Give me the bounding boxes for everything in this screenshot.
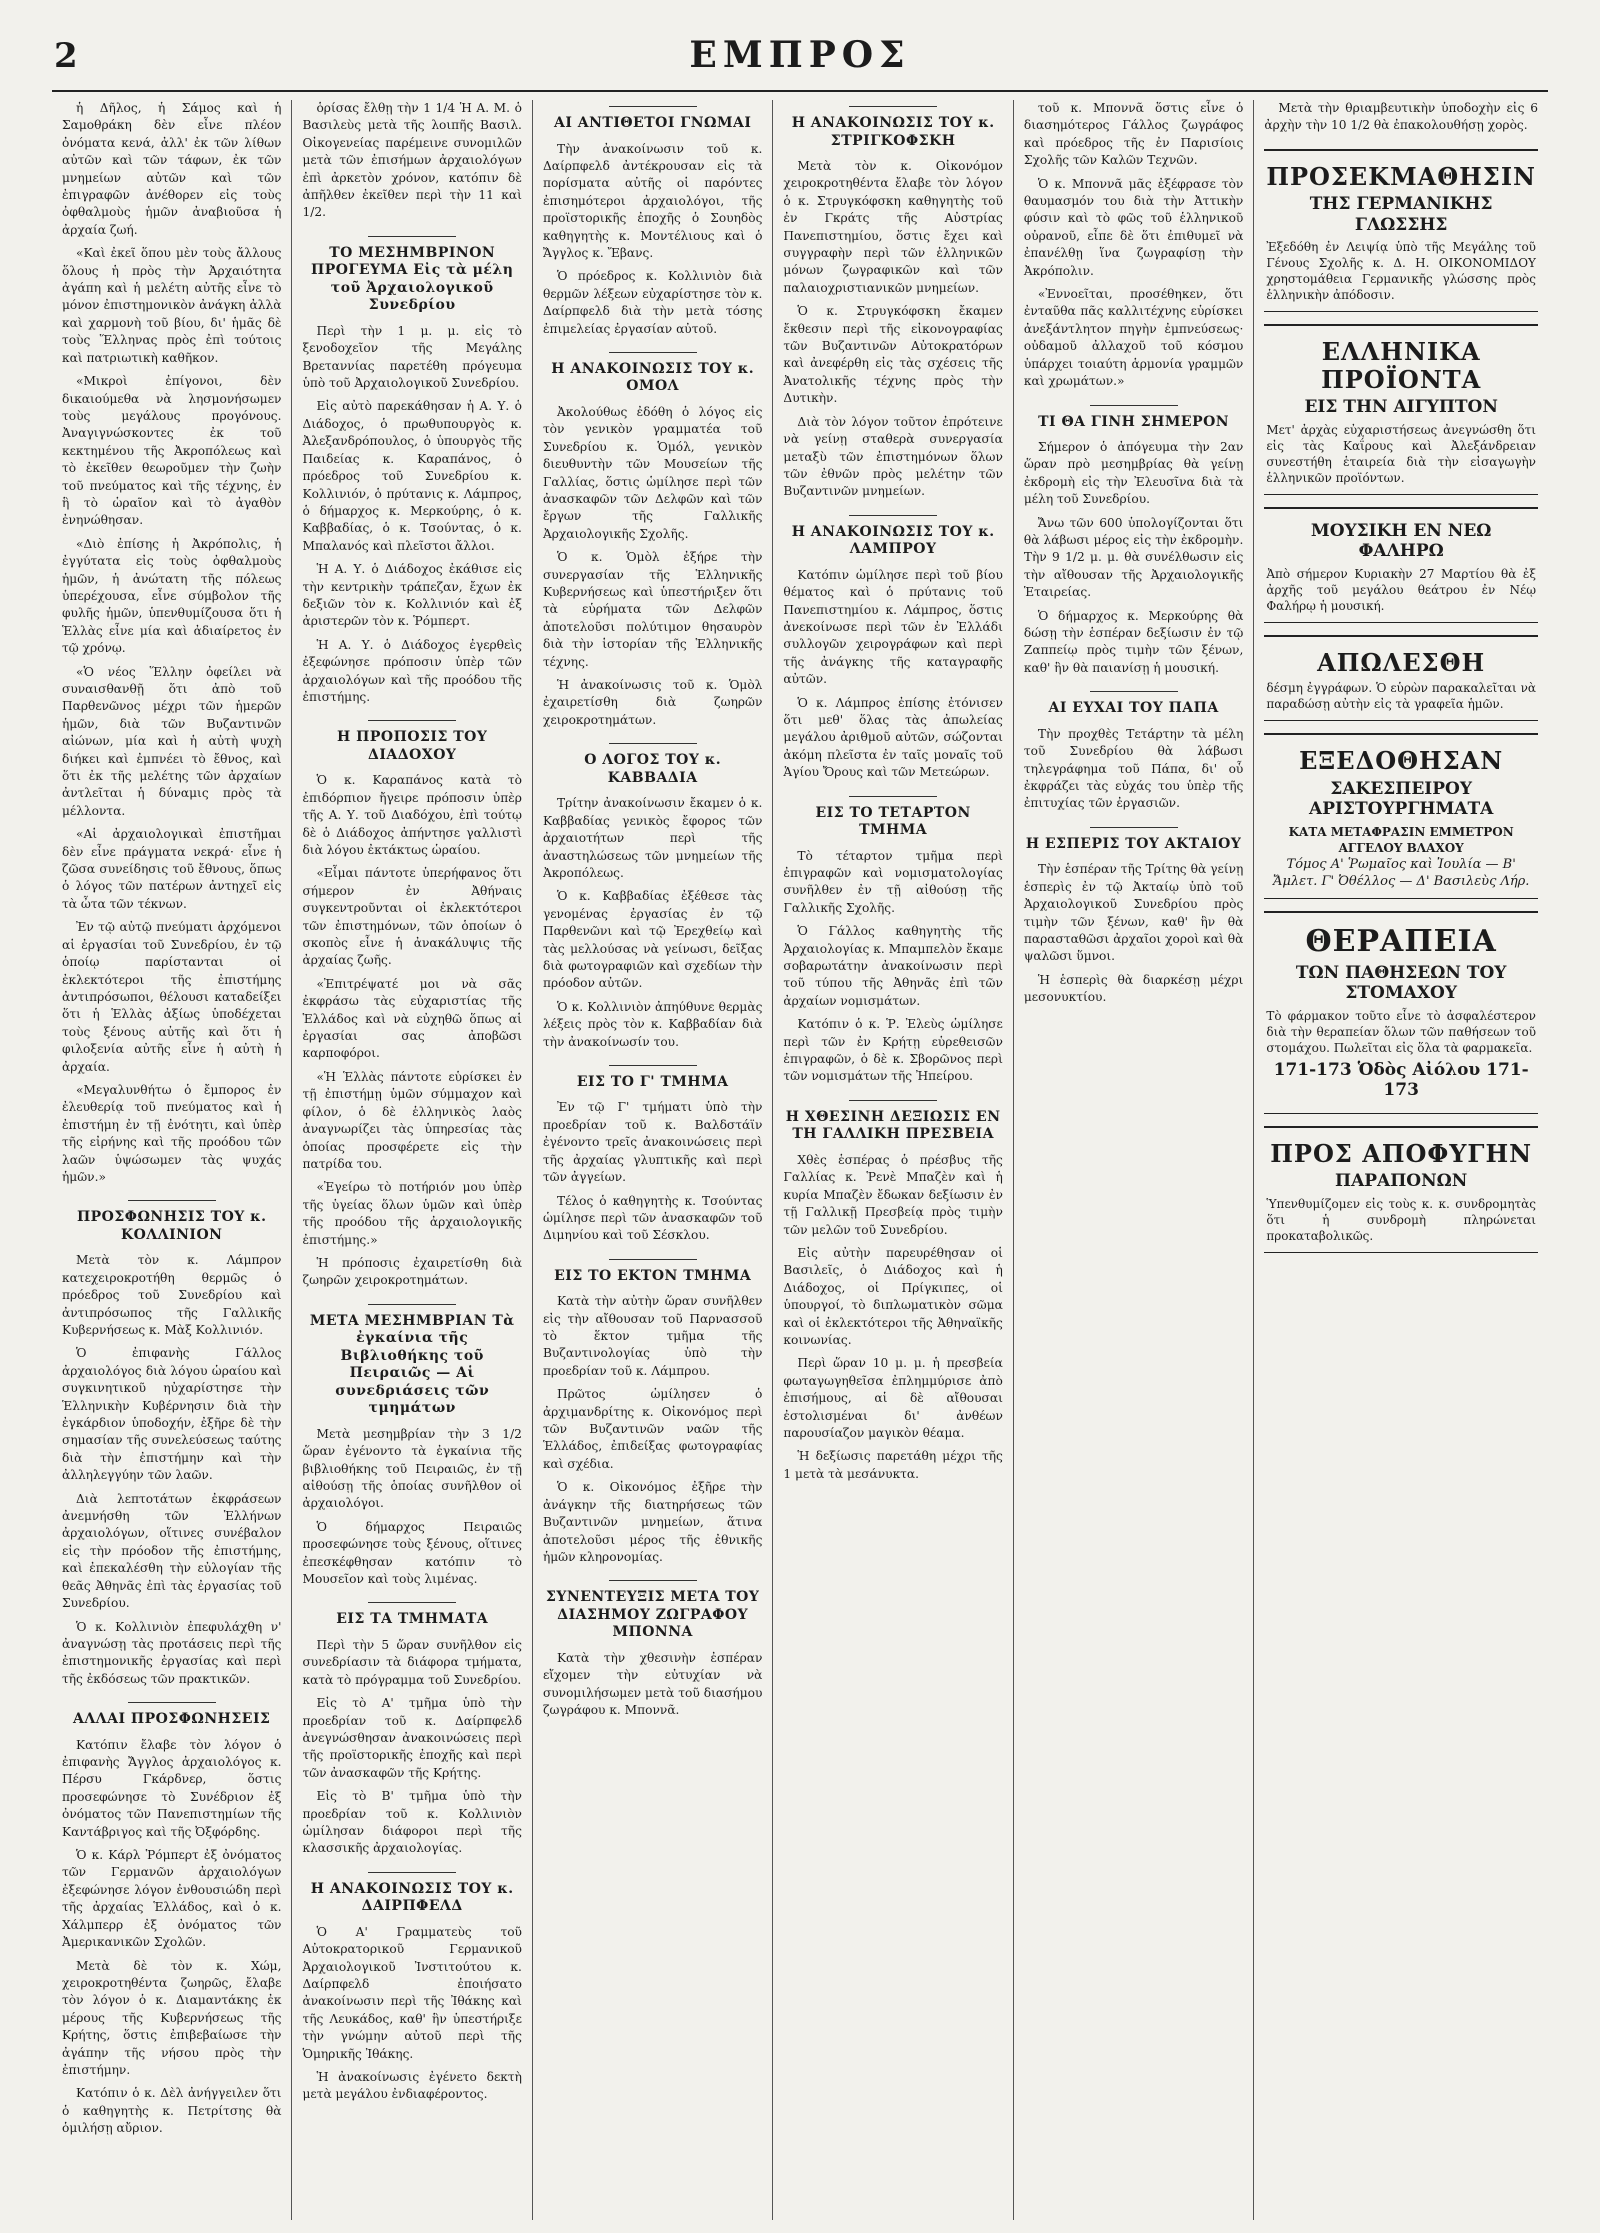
article — [543, 743, 762, 1051]
article-paragraph: «Αἱ ἀρχαιολογικαὶ ἐπιστῆμαι δὲν εἶνε πράγματα νεκρά· εἶνε ἡ ζῶσα συνείδησις τοῦ ἔθνους, ὅπως ὁ λόγος τῶν πατέρων ἀντηχεῖ εἰς τὰ ὦτα τῶν τέκνων. — [62, 827, 282, 911]
article-headline: ΜΕΤΑ ΜΕΣΗΜΒΡΙΑΝ Τὰ ἐγκαίνια τῆς Βιβλιοθήκης τοῦ Πειραιῶς — Αἱ συνεδριάσεις τῶν τμημάτων — [309, 1312, 515, 1417]
article-paragraph: Μετὰ τὸν κ. Οἰκονόμον χειροκροτηθέντα ἔλαβε τὸν λόγον ὁ κ. Στρυγκόφσκη καθηγητὴς τοῦ ἐν Γκράτς τῆς Αὐστρίας Πανεπιστημίου, ὅστις ἔχει καὶ συγγραφὴν περὶ τῶν ἑλληνικῶν μόνων ζωγραφικῶν καὶ τῶν παλαιοχριστιανικῶν μνημείων. — [783, 159, 1003, 295]
article — [302, 1602, 521, 1857]
ad-title: ΜΟΥΣΙΚΗ ΕΝ ΝΕΩ ΦΑΛΗΡΩ — [1310, 520, 1492, 562]
article-paragraph: «Καὶ ἐκεῖ ὅπου μὲν τοὺς ἄλλους ὅλους ἡ πρὸς τὴν Ἀρχαιότητα ἀγάπη καὶ ἡ μελέτη αὐτῆς εἶνε τὸ μόνον ἐπιστημονικὸν ἀνάγκη ἀλλὰ καὶ χαρμονὴ τοῦ βίου, δι' ἡμᾶς δὲ τοὺς Ἕλληνας πρὸς ἐπὶ τούτοις καὶ πατριωτικὴ καθῆκον. — [62, 246, 282, 365]
article-headline: ΤΙ ΘΑ ΓΙΝΗ ΣΗΜΕΡΟΝ — [1038, 413, 1230, 430]
column-3 — [533, 100, 773, 2220]
ad-text: Τόμος Α' Ῥωμαῖος καὶ Ἰουλία — Β' Ἄμλετ. Γ' Ὀθέλλος — Δ' Βασιλεὺς Λήρ. — [1272, 856, 1530, 889]
article-paragraph: Ὁ Γάλλος καθηγητὴς τῆς Ἀρχαιολογίας κ. Μπαμπελὸν ἔκαμε σοβαρωτάτην ἀνακοίνωσιν περὶ τοῦ τύπου τῆς Ἀθηνᾶς ἐπὶ τῶν ἀρχαίων νομισμάτων. — [783, 924, 1003, 1008]
article-headline: ΠΡΟΣΦΩΝΗΣΙΣ ΤΟΥ κ. ΚΟΛΛΙΝΙΟΝ — [76, 1209, 267, 1243]
ad-german-language — [1264, 149, 1538, 312]
article-paragraph: Εἰς αὐτὸ παρεκάθησαν ἡ Α. Υ. ὁ Διάδοχος, ὁ πρωθυπουργὸς κ. Ἀλεξανδρόπουλος, ὁ ὑπουργὸς τῆς Παιδείας κ. Καραπάνος, ὁ πρόεδρος τοῦ Συνεδρίου κ. Κολλινιόν, ὁ πρύτανις κ. Λάμπρος, ὁ δήμαρχος κ. Μερκούρης, ὁ κ. Καββαδίας, ὁ κ. Τσούντας, ὁ κ. Μπαλανός καὶ πλεῖστοι ἄλλοι. — [302, 399, 522, 553]
article-paragraph: Κατόπιν ὁ κ. Ῥ. Ἐλεὺς ὡμίλησε περὶ τῶν ἐν Κρήτῃ εὑρεθεισῶν ἐπιγραφῶν, ὁ δὲ κ. Σβορῶνος περὶ τῶν νομισμάτων τῆς Ἠπείρου. — [783, 1017, 1003, 1084]
article-paragraph: Μετὰ τὴν θριαμβευτικὴν ὑποδοχὴν εἰς 6 ἀρχὴν τὴν 10 1/2 θὰ ἐπακολουθήσῃ χορὸς. — [1264, 101, 1538, 133]
article — [62, 100, 281, 1186]
ad-title: ΠΡΟΣ ΑΠΟΦΥΓΗΝ — [1270, 1138, 1533, 1168]
article-paragraph: Τὴν ἀνακοίνωσιν τοῦ κ. Δαίρπφελδ ἀντέκρουσαν εἰς τὰ πορίσματα αὐτῆς οἱ παρόντες ἐπισημότεροι ἀρχαιολόγοι, τῆς προϊστορικῆς ἐποχῆς ὁ Σουηδὸς καθηγητὴς κ. Μοντέλιους καὶ ὁ Ἄγγλος κ. Ἔβανς. — [542, 141, 763, 260]
ad-text: Μετ' ἀρχὰς εὐχαριστήσεως ἀνεγνώσθη ὅτι εἰς τὰς Καΐρους καὶ Ἀλεξάνδρειαν συνεστήθη ἑταιρεία διὰ τὴν εἰσαγωγὴν ἑλληνικῶν προϊόντων. — [1266, 422, 1536, 485]
divider — [849, 796, 937, 797]
article-paragraph: Ὁ κ. Ὁμὸλ ἐξήρε τὴν συνεργασίαν τῆς Ἑλληνικῆς Κυβερνήσεως καὶ ὑπεστήριξεν ὅτι τὰ εὑρήματα τῶν Δελφῶν ἀποτελοῦσι πολύτιμον θησαυρὸν διὰ τὴν ἱστορίαν τῆς Ἑλληνικῆς τέχνης. — [542, 550, 763, 669]
ad-text: Ἐξεδόθη ἐν Λειψίᾳ ὑπὸ τῆς Μεγάλης τοῦ Γένους Σχολῆς κ. Δ. Η. ΟΙΚΟΝΟΜΙΔΟΥ χρηστομάθεια Γερμανικῆς γλώσσης πρὸς ἑλληνικὴν ἀπόδοσιν. — [1266, 240, 1536, 303]
ad-lost — [1264, 635, 1538, 722]
newspaper-name: ΕΜΠΡΟΣ — [689, 34, 911, 76]
ad-subtitle: ΣΑΚΕΣΠΕΙΡΟΥ ΑΡΙΣΤΟΥΡΓΗΜΑΤΑ — [1309, 778, 1494, 820]
article-paragraph: Κατόπιν ὁ κ. Δὲλ ἀνήγγειλεν ὅτι ὁ καθηγητὴς κ. Πετρίτσης θὰ ὁμιλήσῃ αὔριον. — [62, 2086, 282, 2136]
article-paragraph: Ὁ πρόεδρος κ. Κολλινιὸν διὰ θερμῶν λέξεων εὐχαρίστησε τὸν κ. Δαίρπφελδ διὰ τὴν μετὰ τόσης ἐπιμελείας ἐργασίαν αὐτοῦ. — [542, 269, 763, 336]
article-paragraph: Κατὰ τὴν αὐτὴν ὥραν συνῆλθεν εἰς τὴν αἴθουσαν τοῦ Παρνασσοῦ τὸ ἕκτον τμῆμα τῆς Βυζαντινολογίας ὑπὸ τὴν προεδρίαν τοῦ κ. Λάμπρου. — [542, 1294, 763, 1378]
article — [302, 720, 521, 1289]
article — [62, 1702, 281, 2137]
article — [1264, 100, 1538, 135]
divider — [1090, 827, 1178, 828]
ad-subtitle: ΤΗΣ ΓΕΡΜΑΝΙΚΗΣ ΓΛΩΣΣΗΣ — [1309, 194, 1493, 235]
article-paragraph: Ὁ κ. Οἰκονόμος ἐξῆρε τὴν ἀνάγκην τῆς διατηρήσεως τῶν Βυζαντινῶν μνημείων, ἅτινα ἀποτελοῦσι μέρος τῆς ἐθνικῆς ἡμῶν κληρονομίας. — [542, 1480, 763, 1564]
article-paragraph: Ὁ κ. Στρυγκόφσκη ἔκαμεν ἔκθεσιν περὶ τῆς εἰκονογραφίας τῶν Βυζαντινῶν Αὐτοκρατόρων καὶ ἀνεφέρθη εἰς τὰς σχέσεις τῆς Ἀνατολικῆς τέχνης πρὸς τὴν Δυτικὴν. — [783, 304, 1003, 406]
article-paragraph: Περὶ τὴν 5 ὥραν συνῆλθον εἰς συνεδρίασιν τὰ διάφορα τμήματα, κατὰ τὸ πρόγραμμα τοῦ Συνεδρίου. — [302, 1637, 522, 1687]
article-paragraph: Μετὰ μεσημβρίαν τὴν 3 1/2 ὥραν ἐγένοντο τὰ ἐγκαίνια τῆς βιβλιοθήκης τοῦ Πειραιῶς, ἐν τῇ αἰθούσῃ τῆς ὁποίας συνῆλθον οἱ ἀρχαιολόγοι. — [302, 1426, 522, 1511]
divider — [609, 1580, 697, 1581]
article-paragraph: Πρῶτος ὡμίλησεν ὁ ἀρχιμανδρίτης κ. Οἰκονόμος περὶ τῶν Βυζαντινῶν ναῶν τῆς Ἑλλάδος, ἐπιδείξας φωτογραφίας καὶ σχέδια. — [542, 1387, 763, 1471]
article-paragraph: Ὁ δήμαρχος Πειραιῶς προσεφώνησε τοὺς ξένους, οἵτινες ἐπεσκέφθησαν κατόπιν τὸ Μουσεῖον καὶ τοὺς λιμένας. — [302, 1519, 522, 1586]
article-headline: ΑΙ ΑΝΤΙΘΕΤΟΙ ΓΝΩΜΑΙ — [553, 115, 752, 131]
ad-text: Τὸ φάρμακον τοῦτο εἶνε τὸ ἀσφαλέστερον διὰ τὴν θεραπείαν ὅλων τῶν παθήσεων τοῦ στομάχου. Πωλεῖται εἰς ὅλα τὰ φαρμακεῖα. — [1266, 1008, 1536, 1055]
ad-greek-products — [1264, 324, 1538, 495]
article-headline: ΕΙΣ ΤΟ Γ' ΤΜΗΜΑ — [576, 1073, 729, 1090]
article-headline: ΕΙΣ ΤΟ ΤΕΤΑΡΤΟΝ ΤΜΗΜΑ — [815, 804, 971, 839]
article-paragraph: Μετὰ τὸν κ. Λάμπρον κατεχειροκροτήθη θερμῶς ὁ πρόεδρος τοῦ Συνεδρίου καὶ ἀντιπρόσωπος τῆς Γαλλικῆς Κυβερνήσεως κ. Μὰξ Κολλινιόν. — [62, 1253, 282, 1337]
article-paragraph: «Ἐννοεῖται, προσέθηκεν, ὅτι ἐνταῦθα πᾶς καλλιτέχνης εὑρίσκει ἀνεξάντλητον πηγὴν ἐμπνεύσεως· οὐδαμοῦ ἀλλαχοῦ τοῦ κόσμου ὑπάρχει τοιαύτη ἁρμονία γραμμῶν καὶ χρωμάτων.» — [1023, 287, 1244, 389]
article-paragraph: Ὁ κ. Κολλινιὸν ἐπεφυλάχθη ν' ἀναγνώσῃ τὰς προτάσεις περὶ τῆς ἐπιστημονικῆς ἐργασίας καὶ περὶ τῆς ἐκδόσεως τῶν πρακτικῶν. — [62, 1619, 282, 1686]
article-headline: Ο ΛΟΓΟΣ ΤΟΥ κ. ΚΑΒΒΑΔΙΑ — [584, 752, 722, 786]
article-paragraph: Τὸ τέταρτον τμῆμα περὶ ἐπιγραφῶν καὶ νομισματολογίας συνῆλθεν ἐν τῇ αἰθούσῃ τῆς Γαλλικῆς Σχολῆς. — [783, 848, 1003, 915]
ad-shakespeare — [1264, 733, 1538, 898]
article-paragraph: Ἡ ἀνακοίνωσις ἐγένετο δεκτὴ μετὰ μεγάλου ἐνδιαφέροντος. — [302, 2070, 522, 2102]
article — [302, 100, 521, 222]
article-paragraph: Εἰς αὐτὴν παρευρέθησαν οἱ Βασιλεῖς, ὁ Διάδοχος καὶ ἡ Διάδοχος, οἱ Πρίγκιπες, οἱ ὑπουργοί, τὸ διπλωματικὸν σῶμα καὶ οἱ ἐκλεκτότεροι τῆς Ἀθηναϊκῆς κοινωνίας. — [783, 1245, 1003, 1347]
divider — [368, 1602, 456, 1603]
divider — [368, 720, 456, 721]
article-paragraph: Σήμερον ὁ ἀπόγευμα τὴν 2αν ὥραν πρὸ μεσημβρίας θὰ γείνῃ ἐκδρομὴ εἰς τὴν Ἐλευσῖνα διὰ τὰ μέλη τοῦ Συνεδρίου. — [1023, 440, 1244, 507]
ad-title: ΑΠΩΛΕΣΘΗ — [1317, 647, 1486, 677]
ad-title: ΕΞΕΔΟΘΗΣΑΝ — [1299, 746, 1504, 776]
article-headline: ΑΛΛΑΙ ΠΡΟΣΦΩΝΗΣΕΙΣ — [73, 1711, 271, 1728]
article-headline: ΑΙ ΕΥΧΑΙ ΤΟΥ ΠΑΠΑ — [1048, 700, 1219, 717]
article-paragraph: Ἀκολούθως ἐδόθη ὁ λόγος εἰς τὸν γενικὸν γραμματέα τοῦ Συνεδρίου κ. Ὁμόλ, γενικὸν διευθυντὴν τῶν Μουσείων τῆς Γαλλίας, ὅστις ὡμίλησε περὶ τῶν ἀνασκαφῶν τῶν Δελφῶν καὶ τῶν ἔργων τῆς Γαλλικῆς Ἀρχαιολογικῆς Σχολῆς. — [542, 404, 763, 541]
columns — [52, 100, 1548, 2220]
article-paragraph: Κατόπιν ὡμίλησε περὶ τοῦ βίου θέματος καὶ ὁ πρύτανις τοῦ Πανεπιστημίου κ. Λάμπρος, ὅστις ἀνεκοίνωσε περὶ τῶν ἐν Ἑλλάδι συλλογῶν χειρογράφων καὶ περὶ τῆς ἀνάγκης τῆς καταγραφῆς αὐτῶν. — [783, 567, 1003, 687]
ad-address: 171-173 Ὁδὸς Αἰόλου 171-173 — [1273, 1059, 1529, 1101]
ad-subtitle: ΤΩΝ ΠΑΘΗΣΕΩΝ ΤΟΥ ΣΤΟΜΑΧΟΥ — [1295, 963, 1507, 1004]
article — [783, 1100, 1002, 1483]
article — [543, 1065, 762, 1245]
divider — [128, 1702, 216, 1703]
article-paragraph: Ἄνω τῶν 600 ὑπολογίζονται ὅτι θὰ λάβωσι μέρος εἰς τὴν ἐκδρομὴν. Τὴν 9 1/2 μ. μ. θὰ συνέλθωσιν εἰς τὴν αἴθουσαν τῆς Ἀρχαιολογικῆς Ἑταιρείας. — [1023, 515, 1244, 600]
article — [543, 352, 762, 729]
divider — [609, 1065, 697, 1066]
article-headline: ΤΟ ΜΕΣΗΜΒΡΙΝΟΝ ΠΡΟΓΕΥΜΑ Εἰς τὰ μέλη τοῦ Ἀρχαιολογικοῦ Συνεδρίου — [310, 244, 514, 314]
divider — [849, 1100, 937, 1101]
article-paragraph: Ἡ πρόποσις ἐχαιρετίσθη διὰ ζωηρῶν χειροκροτημάτων. — [302, 1255, 522, 1288]
divider — [368, 1304, 456, 1305]
article — [1024, 691, 1243, 813]
article-paragraph: «Ἐπιτρέψατέ μοι νὰ σᾶς ἐκφράσω τὰς εὐχαριστίας τῆς Ἑλλάδος καὶ νὰ εὐχηθῶ ὅπως αἱ ἐργασίαι σας ἀποβῶσι καρποφόροι. — [302, 976, 522, 1061]
divider — [128, 1200, 216, 1201]
article-paragraph: Ὁ κ. Λάμπρος ἐπίσης ἐτόνισεν ὅτι μεθ' ὅλας τὰς ἀπωλείας μεγάλου ἀριθμοῦ αὐτῶν, σώζονται ἀκόμη πλεῖστα ἐν ταῖς μοναῖς τοῦ Ἁγίου Ὄρους καὶ τῶν Μετεώρων. — [783, 695, 1003, 780]
article-paragraph: Περὶ ὥραν 10 μ. μ. ἡ πρεσβεία φωταγωγηθεῖσα ἐπλημμύρισε ἀπὸ ἐπισήμους, αἱ δὲ αἴθουσαι ἐστολισμέναι δι' ἀνθέων παρουσίαζον μαγικὸν θέαμα. — [783, 1356, 1003, 1440]
article-paragraph: Διὰ λεπτοτάτων ἐκφράσεων ἀνεμνήσθη τῶν Ἑλλήνων ἀρχαιολόγων, οἵτινες συνέβαλον εἰς τὴν πρόοδον τῆς ἐπιστήμης, καὶ ἐπεκαλέσθη τὴν εὐλογίαν τῆς θεᾶς Ἀθηνᾶς ἐπὶ τὰς ἐργασίας τοῦ Συνεδρίου. — [62, 1491, 282, 1611]
divider — [609, 106, 697, 107]
article — [783, 796, 1002, 1086]
article-paragraph: Ὁ κ. Καββαδίας ἐξέθεσε τὰς γενομένας ἐργασίας ἐν τῷ Παρθενῶνι καὶ τῷ Ἐρεχθείῳ καὶ τὰς μελλούσας νὰ γείνωσι, δεῖξας διὰ φωτογραφιῶν καὶ σχεδίων τὴν πρόοδον αὐτῶν. — [542, 889, 763, 991]
ad-text: Ἀπὸ σήμερον Κυριακὴν 27 Μαρτίου θὰ ἐξ ἀρχῆς τοῦ μεγάλου θεάτρου ἐν Νέῳ Φαλήρῳ ἡ μουσική. — [1266, 566, 1536, 613]
ad-subtitle: ΕΙΣ ΤΗΝ ΑΙΓΥΠΤΟΝ — [1304, 397, 1498, 418]
article-paragraph: Ἐν τῷ Γ' τμήματι ὑπὸ τὴν προεδρίαν τοῦ κ. Βαλδστάϊν ἐγένοντο τρεῖς ἀνακοινώσεις περὶ τῆς ἀρχαίας γλυπτικῆς καὶ περὶ τῶν ἀγγείων. — [542, 1100, 763, 1185]
article — [543, 1259, 762, 1567]
article-headline: Η ΧΘΕΣΙΝΗ ΔΕΞΙΩΣΙΣ ΕΝ ΤΗ ΓΑΛΛΙΚΗ ΠΡΕΣΒΕΙΑ — [785, 1108, 1001, 1143]
ad-subtitle: ΠΑΡΑΠΟΝΩΝ — [1335, 1171, 1468, 1192]
ad-subtitle-2: ΚΑΤΑ ΜΕΤΑΦΡΑΣΙΝ ΕΜΜΕΤΡΟΝ ΑΓΓΕΛΟΥ ΒΛΑΧΟΥ — [1288, 824, 1514, 855]
article-paragraph: Κατὰ τὴν χθεσινὴν ἐσπέραν εἴχομεν τὴν εὐτυχίαν νὰ συνομιλήσωμεν μετὰ τοῦ διασήμου ζωγράφου κ. Μποννᾶ. — [542, 1650, 763, 1718]
article-headline: Η ΑΝΑΚΟΙΝΩΣΙΣ ΤΟΥ κ. ΣΤΡΙΓΚΟΦΣΚΗ — [791, 115, 995, 149]
article-paragraph: Εἰς τὸ Α' τμῆμα ὑπὸ τὴν προεδρίαν τοῦ κ. Δαίρπφελδ ἀνεγνώσθησαν ἀνακοινώσεις περὶ τῆς προϊστορικῆς ἐποχῆς καὶ περὶ τῶν ἀνασκαφῶν τῆς Κρήτης. — [302, 1696, 522, 1780]
article-paragraph: «Διὸ ἐπίσης ἡ Ἀκρόπολις, ἡ ἐγγύτατα εἰς τοὺς ὀφθαλμοὺς ἡμῶν, ἡ ἀνώτατη τῆς πόλεως ὑπερέχουσα, εἶνε σύμβολον τῆς φυλῆς ἡμῶν, ὑπενθυμίζουσα ὅτι ἡ Ἑλλὰς εἶνε μία καὶ ἀδιαίρετος ἐν τῷ χρόνῳ. — [62, 536, 282, 656]
column-1 — [52, 100, 292, 2220]
article-paragraph: Ὁ κ. Κάρλ Ῥόμπερτ ἐξ ὀνόματος τῶν Γερμανῶν ἀρχαιολόγων ἐξεφώνησε λόγον ἐνθουσιώδη περὶ τῆς ἀρχαίας Ἑλλάδος, καὶ ὁ κ. Χάλμπερρ ἐξ ὀνόματος τῶν Ἀμερικανικῶν Σχολῶν. — [62, 1848, 282, 1950]
article-headline: ΣΥΝΕΝΤΕΥΞΙΣ ΜΕΤΑ ΤΟΥ ΔΙΑΣΗΜΟΥ ΖΩΓΡΑΦΟΥ ΜΠΟΝΝΑ — [546, 1589, 760, 1641]
article-paragraph: «Ἐγείρω τὸ ποτήριόν μου ὑπὲρ τῆς ὑγείας ὅλων ὑμῶν καὶ ὑπὲρ τῆς προόδου τῆς ἀρχαιολογικῆς ἐπιστήμης.» — [302, 1180, 522, 1247]
article-paragraph: «Μεγαλυνθήτω ὁ ἔμπορος ἐν ἐλευθερίᾳ τοῦ πνεύματος καὶ ἡ ἐπιστήμη ἐν τῇ ἐνότητι, καὶ ὑπὲρ τῆς εἰρήνης καὶ τῆς προόδου τῶν λαῶν ὑψώσωμεν τὰς ψυχάς ἡμῶν.» — [62, 1082, 282, 1184]
article-paragraph: Τὴν ἑσπέραν τῆς Τρίτης θὰ γείνῃ ἑσπερὶς ἐν τῷ Ἀκταίῳ ὑπὸ τοῦ Ἀρχαιολογικοῦ Συνεδρίου πρὸς τιμὴν τῶν ξένων, καθ' ἣν θὰ παρασταθῶσι ἀρχαῖοι χοροὶ καὶ θὰ ψαλῶσι ὕμνοι. — [1023, 862, 1244, 964]
divider — [368, 1872, 456, 1873]
article-paragraph: «Ὁ νέος Ἕλλην ὀφείλει νὰ συναισθανθῇ ὅτι ἀπὸ τοῦ Παρθενῶνος μέχρι τῶν ἡμερῶν ἡμῶν, διὰ τῶν Βυζαντινῶν αἰώνων, μία καὶ ἡ αὐτὴ ψυχὴ διήκει καὶ ἐμπνέει τὸ ἔθνος, καὶ ὅτι ἐκ τῆς μελέτης τῶν ἀρχαίων ἀντλεῖται ἡ δύναμις πρὸς τὰ μέλλοντα. — [62, 664, 282, 818]
article-paragraph: «Εἶμαι πάντοτε ὑπερήφανος ὅτι σήμερον ἐν Ἀθήναις συγκεντροῦνται οἱ ἐκλεκτότεροι τῶν ἐπιστημόνων, τῶν ὁποίων ὁ σκοπὸς εἶνε ἡ ἀνακάλυψις τῆς ἀρχαίας ζωῆς. — [302, 866, 522, 968]
article-paragraph: Ὁ Α' Γραμματεὺς τοῦ Αὐτοκρατορικοῦ Γερμανικοῦ Ἀρχαιολογικοῦ Ἰνστιτούτου κ. Δαίρπφελδ ἐποιήσατο ἀνακοίνωσιν περὶ τῆς Ἰθάκης καὶ τῆς Λευκάδος, καθ' ἣν ὑπεστήριξε τὴν γνώμην αὐτοῦ περὶ τῆς Ὁμηρικῆς Ἰθάκης. — [302, 1924, 522, 2061]
ad-title: ΕΛΛΗΝΙΚΑ ΠΡΟΪΟΝΤΑ — [1321, 337, 1482, 394]
divider — [368, 236, 456, 237]
divider — [609, 352, 697, 353]
ad-text: Ὑπενθυμίζομεν εἰς τοὺς κ. κ. συνδρομητὰς ὅτι ἡ συνδρομὴ πληρώνεται προκαταβολικῶς. — [1266, 1196, 1536, 1243]
article-paragraph: Μετὰ δὲ τὸν κ. Χώμ, χειροκροτηθέντα ζωηρῶς, ἔλαβε τὸν λόγον ὁ κ. Διαμαντάκης ἐκ μέρους τῆς Κυβερνήσεως τῆς Κρήτης, ὅστις ἐπιβεβαίωσε τὴν ἀγάπην τῆς νήσου πρὸς τὴν ἐπιστήμην. — [62, 1958, 282, 2077]
article-headline: Η ΕΣΠΕΡΙΣ ΤΟΥ ΑΚΤΑΙΟΥ — [1025, 835, 1242, 852]
article-paragraph: ἡ Δῆλος, ἡ Σάμος καὶ ἡ Σαμοθράκη δὲν εἶνε πλέον ὀνόματα κενά, ἀλλ' ἐκ τῶν λίθων αὐτῶν καὶ τῶν τάφων, ἐκ τῶν μνημείων αὐτῶν καὶ τῶν ἐπιγραφῶν ἀνέθορεν εἰς τοὺς ὀφθαλμοὺς ἡμῶν ἀναβιοῦσα ἡ ἀρχαία ζωή. — [62, 101, 282, 237]
masthead — [52, 30, 1548, 92]
article-paragraph: Ἡ Α. Υ. ὁ Διάδοχος ἐγερθεὶς ἐξεφώνησε πρόποσιν ὑπὲρ τῶν ἀρχαιολόγων καὶ τῆς προόδου τῆς ἐπιστήμης. — [302, 637, 522, 704]
article — [1024, 100, 1243, 391]
article-headline: Η ΑΝΑΚΟΙΝΩΣΙΣ ΤΟΥ κ. ΟΜΟΛ — [551, 360, 755, 395]
ad-title: ΘΕΡΑΠΕΙΑ — [1305, 923, 1497, 959]
divider — [1090, 405, 1178, 406]
article-paragraph: Ὁ δήμαρχος κ. Μερκούρης θὰ δώσῃ τὴν ἑσπέραν δεξίωσιν ἐν τῷ Ζαππείῳ πρὸς τιμὴν τῶν ξένων, καθ' ἣν θὰ παιανίσῃ ἡ μουσική. — [1023, 608, 1244, 675]
article-paragraph: Ἡ Α. Υ. ὁ Διάδοχος ἐκάθισε εἰς τὴν κεντρικὴν τράπεζαν, ἔχων ἐκ δεξιῶν τὸν κ. Κολλινιόν καὶ ἐξ ἀριστερῶν τὸν κ. Ῥόμπερτ. — [302, 562, 522, 629]
article-headline: Η ΠΡΟΠΟΣΙΣ ΤΟΥ ΔΙΑΔΟΧΟΥ — [337, 729, 488, 763]
ad-text: δέσμη ἐγγράφων. Ὁ εὑρὼν παρακαλεῖται νὰ παραδώσῃ αὐτὴν εἰς τὰ γραφεῖα ἡμῶν. — [1266, 681, 1536, 712]
divider — [849, 106, 937, 107]
article-paragraph: Χθὲς ἑσπέρας ὁ πρέσβυς τῆς Γαλλίας κ. Ῥενὲ Μπαζὲν καὶ ἡ κυρία Μπαζὲν ἔδωκαν δεξίωσιν ἐν τῇ Γαλλικῇ Πρεσβείᾳ πρὸς τιμὴν τῶν μελῶν τοῦ Συνεδρίου. — [783, 1152, 1003, 1237]
article-paragraph: τοῦ κ. Μποννᾶ ὅστις εἶνε ὁ διασημότερος Γάλλος ζωγράφος καὶ πρόεδρος τῆς ἐν Παρισίοις Σχολῆς τῶν Καλῶν Τεχνῶν. — [1023, 101, 1244, 168]
article-paragraph: Κατόπιν ἔλαβε τὸν λόγον ὁ ἐπιφανὴς Ἄγγλος ἀρχαιολόγος κ. Πέρσυ Γκάρδνερ, ὅστις προσεφώνησε τὸ Συνέδριον ἐξ ὀνόματος τῶν Πανεπιστημίων τῆς Καντάβριγος καὶ τῆς Ὀξφόρδης. — [62, 1737, 282, 1839]
column-6-articles — [1264, 100, 1538, 135]
article-paragraph: Τρίτην ἀνακοίνωσιν ἔκαμεν ὁ κ. Καββαδίας γενικὸς ἔφορος τῶν ἀρχαιοτήτων περὶ τῆς ἀναστηλώσεως τῶν μνημείων τῆς Ἀκροπόλεως. — [542, 796, 763, 880]
article-paragraph: Ἐν τῷ αὐτῷ πνεύματι ἀρχόμενοι αἱ ἐργασίαι τοῦ Συνεδρίου, ἐν τῷ ὁποίῳ παρίστανται οἱ ἐκλεκτότεροι τῆς ἐπιστήμης ἀντιπρόσωποι, θέλουσι καταδείξει ὅτι ἡ Ἑλλὰς ἀξίως ὑποδέχεται τοὺς ξένους αὐτῆς καὶ ὅτι ἡ φιλοξενία αὐτῆς εἶνε ἡ αὐτὴ ἡ ἀρχαία. — [62, 920, 282, 1074]
article-paragraph: Τὴν προχθὲς Τετάρτην τὰ μέλη τοῦ Συνεδρίου θὰ λάβωσι τηλεγράφημα τοῦ Πάπα, δι' οὗ ἐκφράζει τὰς εὐχάς του ὑπὲρ τῆς ἐπιτυχίας τῶν ἐργασιῶν. — [1023, 726, 1244, 811]
article — [302, 236, 521, 707]
article — [302, 1872, 521, 2104]
article — [62, 1200, 281, 1688]
article-paragraph: «Ἡ Ἑλλὰς πάντοτε εὑρίσκει ἐν τῇ ἐπιστήμῃ ὑμῶν σύμμαχον καὶ φίλον, ὁ δὲ ἑλληνικὸς λαὸς ἀναγνωρίζει τὰς ὑπηρεσίας τὰς ὁποίας προσφέρετε εἰς τὴν πατρίδα του. — [302, 1069, 522, 1171]
article-paragraph: Ὁ κ. Κολλινιὸν ἀπηύθυνε θερμὰς λέξεις πρὸς τὸν κ. Καββαδίαν διὰ τὴν ἀνακοίνωσίν του. — [542, 999, 763, 1049]
divider — [609, 1259, 697, 1260]
divider — [1090, 691, 1178, 692]
ad-stomach-therapy — [1264, 911, 1538, 1114]
article-paragraph: Ὁ κ. Μποννᾶ μᾶς ἐξέφρασε τὸν θαυμασμόν του διὰ τὴν Ἀττικὴν φύσιν καὶ τὸ φῶς τοῦ ἑλληνικοῦ οὐρανοῦ, εἶπε δὲ ὅτι ἐπιθυμεῖ νὰ ἐπανέλθῃ ἵνα ζωγραφίσῃ τὴν Ἀκρόπολιν. — [1023, 176, 1244, 278]
article-headline: Η ΑΝΑΚΟΙΝΩΣΙΣ ΤΟΥ κ. ΔΑΙΡΠΦΕΛΔ — [310, 1880, 514, 1915]
divider — [609, 743, 697, 744]
page-number: 2 — [54, 36, 78, 76]
article-paragraph: Ἡ ἀνακοίνωσις τοῦ κ. Ὁμὸλ ἐχαιρετίσθη διὰ ζωηρῶν χειροκροτημάτων. — [542, 678, 763, 727]
article — [1024, 405, 1243, 678]
article — [302, 1304, 521, 1589]
article-paragraph: Εἰς τὸ Β' τμῆμα ὑπὸ τὴν προεδρίαν τοῦ κ. Κολλινιὸν ὡμίλησαν διάφοροι περὶ τῆς κλασσικῆς ἀρχαιολογίας. — [302, 1789, 522, 1856]
article — [1024, 827, 1243, 1007]
article — [543, 106, 762, 338]
article-paragraph: ὁρίσας ἔλθῃ τὴν 1 1/4 Ἡ Α. Μ. ὁ Βασιλεὺς μετὰ τῆς λοιπῆς Βασιλ. Οἰκογενείας παρέμεινε συνομιλῶν μετὰ τῶν ἐπισήμων ἀρχαιολόγων ἐπὶ ἀρκετὸν χρόνον, κατόπιν δὲ ἀπῆλθεν ἐκεῖθεν περὶ τὴν 11 καὶ 1/2. — [302, 101, 522, 220]
column-5 — [1014, 100, 1254, 2220]
article-headline: Η ΑΝΑΚΟΙΝΩΣΙΣ ΤΟΥ κ. ΛΑΜΠΡΟΥ — [791, 523, 995, 558]
column-4 — [773, 100, 1013, 2220]
article-paragraph: Τέλος ὁ καθηγητὴς κ. Τσούντας ὡμίλησε περὶ τῶν ἀνασκαφῶν τοῦ Διμηνίου καὶ τοῦ Σέσκλου. — [542, 1193, 763, 1243]
ad-title: ΠΡΟΣΕΚΜΑΘΗΣΙΝ — [1266, 161, 1536, 191]
ad-music — [1264, 507, 1538, 623]
article-paragraph: Ὁ κ. Καραπάνος κατὰ τὸ ἐπιδόρπιον ἤγειρε πρόποσιν ὑπὲρ τῆς Α. Υ. τοῦ Διαδόχου, ἐπὶ τούτῳ δὲ ὁ Διάδοχος ἀπήντησε γαλλιστὶ διὰ λόγου ἐκτάκτως ὡραίου. — [302, 773, 522, 857]
article-paragraph: Περὶ τὴν 1 μ. μ. εἰς τὸ ξενοδοχεῖον τῆς Μεγάλης Βρεταννίας παρετέθη πρόγευμα ὑπὸ τοῦ Ἀρχαιολογικοῦ Συνεδρίου. — [302, 323, 522, 391]
article — [543, 1580, 762, 1719]
article-headline: ΕΙΣ ΤΑ ΤΜΗΜΑΤΑ — [336, 1611, 489, 1628]
article-headline: ΕΙΣ ΤΟ ΕΚΤΟΝ ΤΜΗΜΑ — [554, 1267, 752, 1284]
ad-complaints — [1264, 1126, 1538, 1253]
article — [783, 106, 1002, 501]
article-paragraph: Διὰ τὸν λόγον τοῦτον ἐπρότεινε νὰ γείνῃ σταθερὰ συνεργασία μεταξὺ τῶν ἐπιστημόνων ὅλων τῶν ἐθνῶν πρὸς μελέτην τῶν Βυζαντινῶν μνημείων. — [783, 414, 1003, 499]
article-paragraph: Ὁ ἐπιφανὴς Γάλλος ἀρχαιολόγος διὰ λόγου ὡραίου καὶ συγκινητικοῦ ηὐχαρίστησε τὴν Ἑλληνικὴν Κυβέρνησιν διὰ τὴν ἐγκάρδιον ὑποδοχήν, ἐξῆρε δὲ τὴν σημασίαν τῆς συνελεύσεως ταύτης διὰ τὴν ἐπιστήμην καὶ τὴν ἀλληλεγγύην τῶν λαῶν. — [62, 1346, 282, 1483]
article-paragraph: Ἡ ἑσπερὶς θὰ διαρκέσῃ μέχρι μεσονυκτίου. — [1023, 972, 1244, 1005]
article-paragraph: Ἡ δεξίωσις παρετάθη μέχρι τῆς 1 μετὰ τὰ μεσάνυκτα. — [783, 1449, 1003, 1481]
column-2 — [292, 100, 532, 2220]
divider — [849, 515, 937, 516]
column-6 — [1254, 100, 1548, 2220]
article — [783, 515, 1002, 782]
article-paragraph: «Μικροὶ ἐπίγονοι, δὲν δικαιούμεθα νὰ λησμονήσωμεν τοὺς μεγάλους προγόνους. Ἀναγιγνώσκοντες ἐκ τοῦ κεκτημένου τῆς Ἀκροπόλεως καὶ τὸ ἐκεῖθεν θεωροῦμεν τὴν ζωὴν τοῦ πνεύματος καὶ τῆς τέχνης, ἐν ἣ τὸ ὡραῖον καὶ τὸ ἀγαθὸν ἐνηνώθησαν. — [62, 374, 282, 528]
